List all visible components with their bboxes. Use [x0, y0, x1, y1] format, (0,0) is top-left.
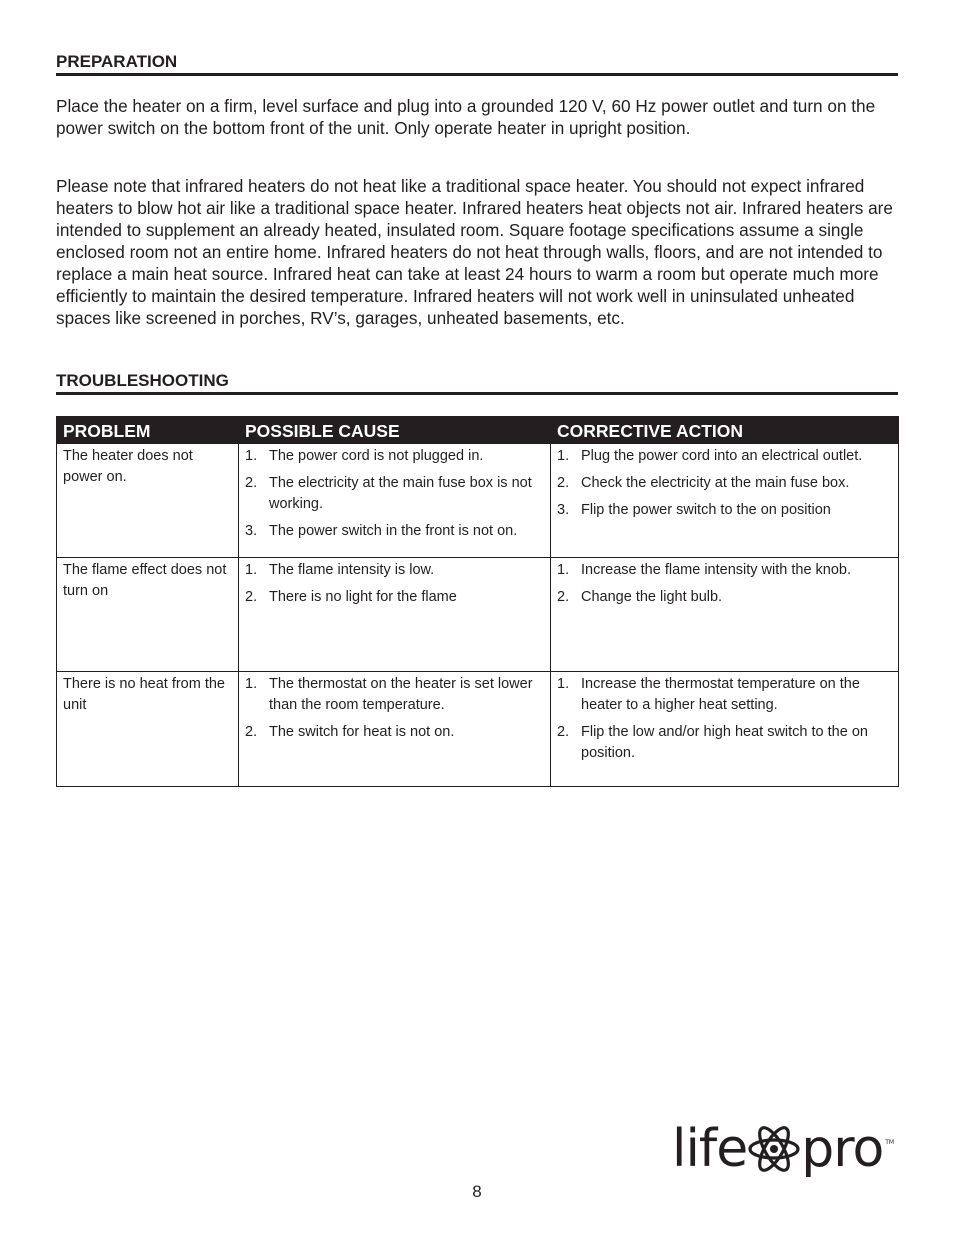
- preparation-heading: PREPARATION: [56, 52, 898, 76]
- item-text: The power cord is not plugged in.: [269, 448, 484, 464]
- table-header-row: [57, 417, 899, 444]
- item-number: 2.: [557, 475, 570, 491]
- item-number: 1.: [557, 562, 570, 578]
- action-list: [557, 674, 892, 764]
- action-list: [557, 446, 892, 521]
- list-item: [245, 446, 544, 467]
- list-item: [245, 722, 544, 743]
- action-cell: [551, 672, 899, 787]
- action-cell: [551, 444, 899, 558]
- table-row: [57, 672, 899, 787]
- column-header-corrective-action: CORRECTIVE ACTION: [551, 417, 899, 444]
- item-text: The flame intensity is low.: [269, 562, 435, 578]
- item-text: Increase the flame intensity with the knob.: [581, 562, 852, 578]
- item-text: The thermostat on the heater is set lower than the room temperature.: [269, 676, 533, 713]
- cause-cell: [239, 444, 551, 558]
- item-number: 2.: [557, 724, 570, 740]
- item-number: 3.: [557, 502, 570, 518]
- item-number: 2.: [557, 589, 570, 605]
- problem-cell: There is no heat from the unit: [57, 672, 239, 787]
- cause-list: [245, 674, 544, 743]
- cause-list: [245, 446, 544, 542]
- list-item: [557, 560, 892, 581]
- item-text: Plug the power cord into an electrical outlet.: [581, 448, 863, 464]
- cause-cell: [239, 672, 551, 787]
- item-number: 1.: [557, 676, 570, 692]
- item-text: Check the electricity at the main fuse box.: [581, 475, 850, 491]
- preparation-paragraph-2: Please note that infrared heaters do not heat like a traditional space heater. You should not expect infrared heaters to blow hot air like a traditional space heater. Infrared heaters heat objects not air. Infrared heaters are intended to supplement an already heated, insulated room. Square footage specifications assume a single enclosed room not an entire home. Infrared heaters do not heat through walls, floors, and are not intended to replace a main heat source. Infrared heat can take at least 24 hours to warm a room but operate much more efficiently to maintain the desired temperature. Infrared heaters will not work well in uninsulated unheated spaces like screened in porches, RV’s, garages, unheated basements, etc.: [56, 176, 893, 328]
- cause-cell: [239, 558, 551, 672]
- item-number: 3.: [245, 523, 258, 539]
- list-item: [557, 722, 892, 764]
- item-number: 1.: [557, 448, 570, 464]
- problem-cell: The heater does not power on.: [57, 444, 239, 558]
- troubleshooting-table: [56, 416, 899, 787]
- list-item: [557, 446, 892, 467]
- item-number: 2.: [245, 724, 258, 740]
- item-text: Flip the low and/or high heat switch to the on position.: [581, 724, 868, 761]
- list-item: [557, 587, 892, 608]
- item-number: 1.: [245, 448, 258, 464]
- column-header-possible-cause: POSSIBLE CAUSE: [239, 417, 551, 444]
- table-row: [57, 444, 899, 558]
- problem-cell: The flame effect does not turn on: [57, 558, 239, 672]
- item-text: There is no light for the flame: [269, 589, 457, 605]
- action-list: [557, 560, 892, 608]
- item-text: The electricity at the main fuse box is not working.: [269, 475, 532, 512]
- action-cell: [551, 558, 899, 672]
- item-text: Increase the thermostat temperature on the heater to a higher heat setting.: [581, 676, 860, 713]
- item-text: Flip the power switch to the on position: [581, 502, 831, 518]
- item-text: The switch for heat is not on.: [269, 724, 455, 740]
- logo-text-life: life: [672, 1119, 748, 1179]
- list-item: [245, 674, 544, 716]
- item-number: 1.: [245, 676, 258, 692]
- item-text: Change the light bulb.: [581, 589, 723, 605]
- item-number: 2.: [245, 475, 258, 491]
- trademark-mark: TM: [885, 1139, 895, 1146]
- list-item: [557, 473, 892, 494]
- preparation-paragraph-1: Place the heater on a firm, level surface and plug into a grounded 120 V, 60 Hz power outlet and turn on the power switch on the bottom front of the unit. Only operate heater in upright position.: [56, 96, 876, 138]
- list-item: [557, 500, 892, 521]
- atom-icon: [745, 1118, 803, 1180]
- logo-text-pro: pro: [801, 1119, 884, 1179]
- list-item: [245, 521, 544, 542]
- table-row: [57, 558, 899, 672]
- lifepro-logo: [672, 1113, 894, 1185]
- column-header-problem: PROBLEM: [57, 417, 239, 444]
- list-item: [557, 674, 892, 716]
- list-item: [245, 560, 544, 581]
- list-item: [245, 473, 544, 515]
- page-number: 8: [472, 1182, 482, 1201]
- item-text: The power switch in the front is not on.: [269, 523, 518, 539]
- item-number: 1.: [245, 562, 258, 578]
- cause-list: [245, 560, 544, 608]
- troubleshooting-heading: TROUBLESHOOTING: [56, 371, 898, 395]
- item-number: 2.: [245, 589, 258, 605]
- list-item: [245, 587, 544, 608]
